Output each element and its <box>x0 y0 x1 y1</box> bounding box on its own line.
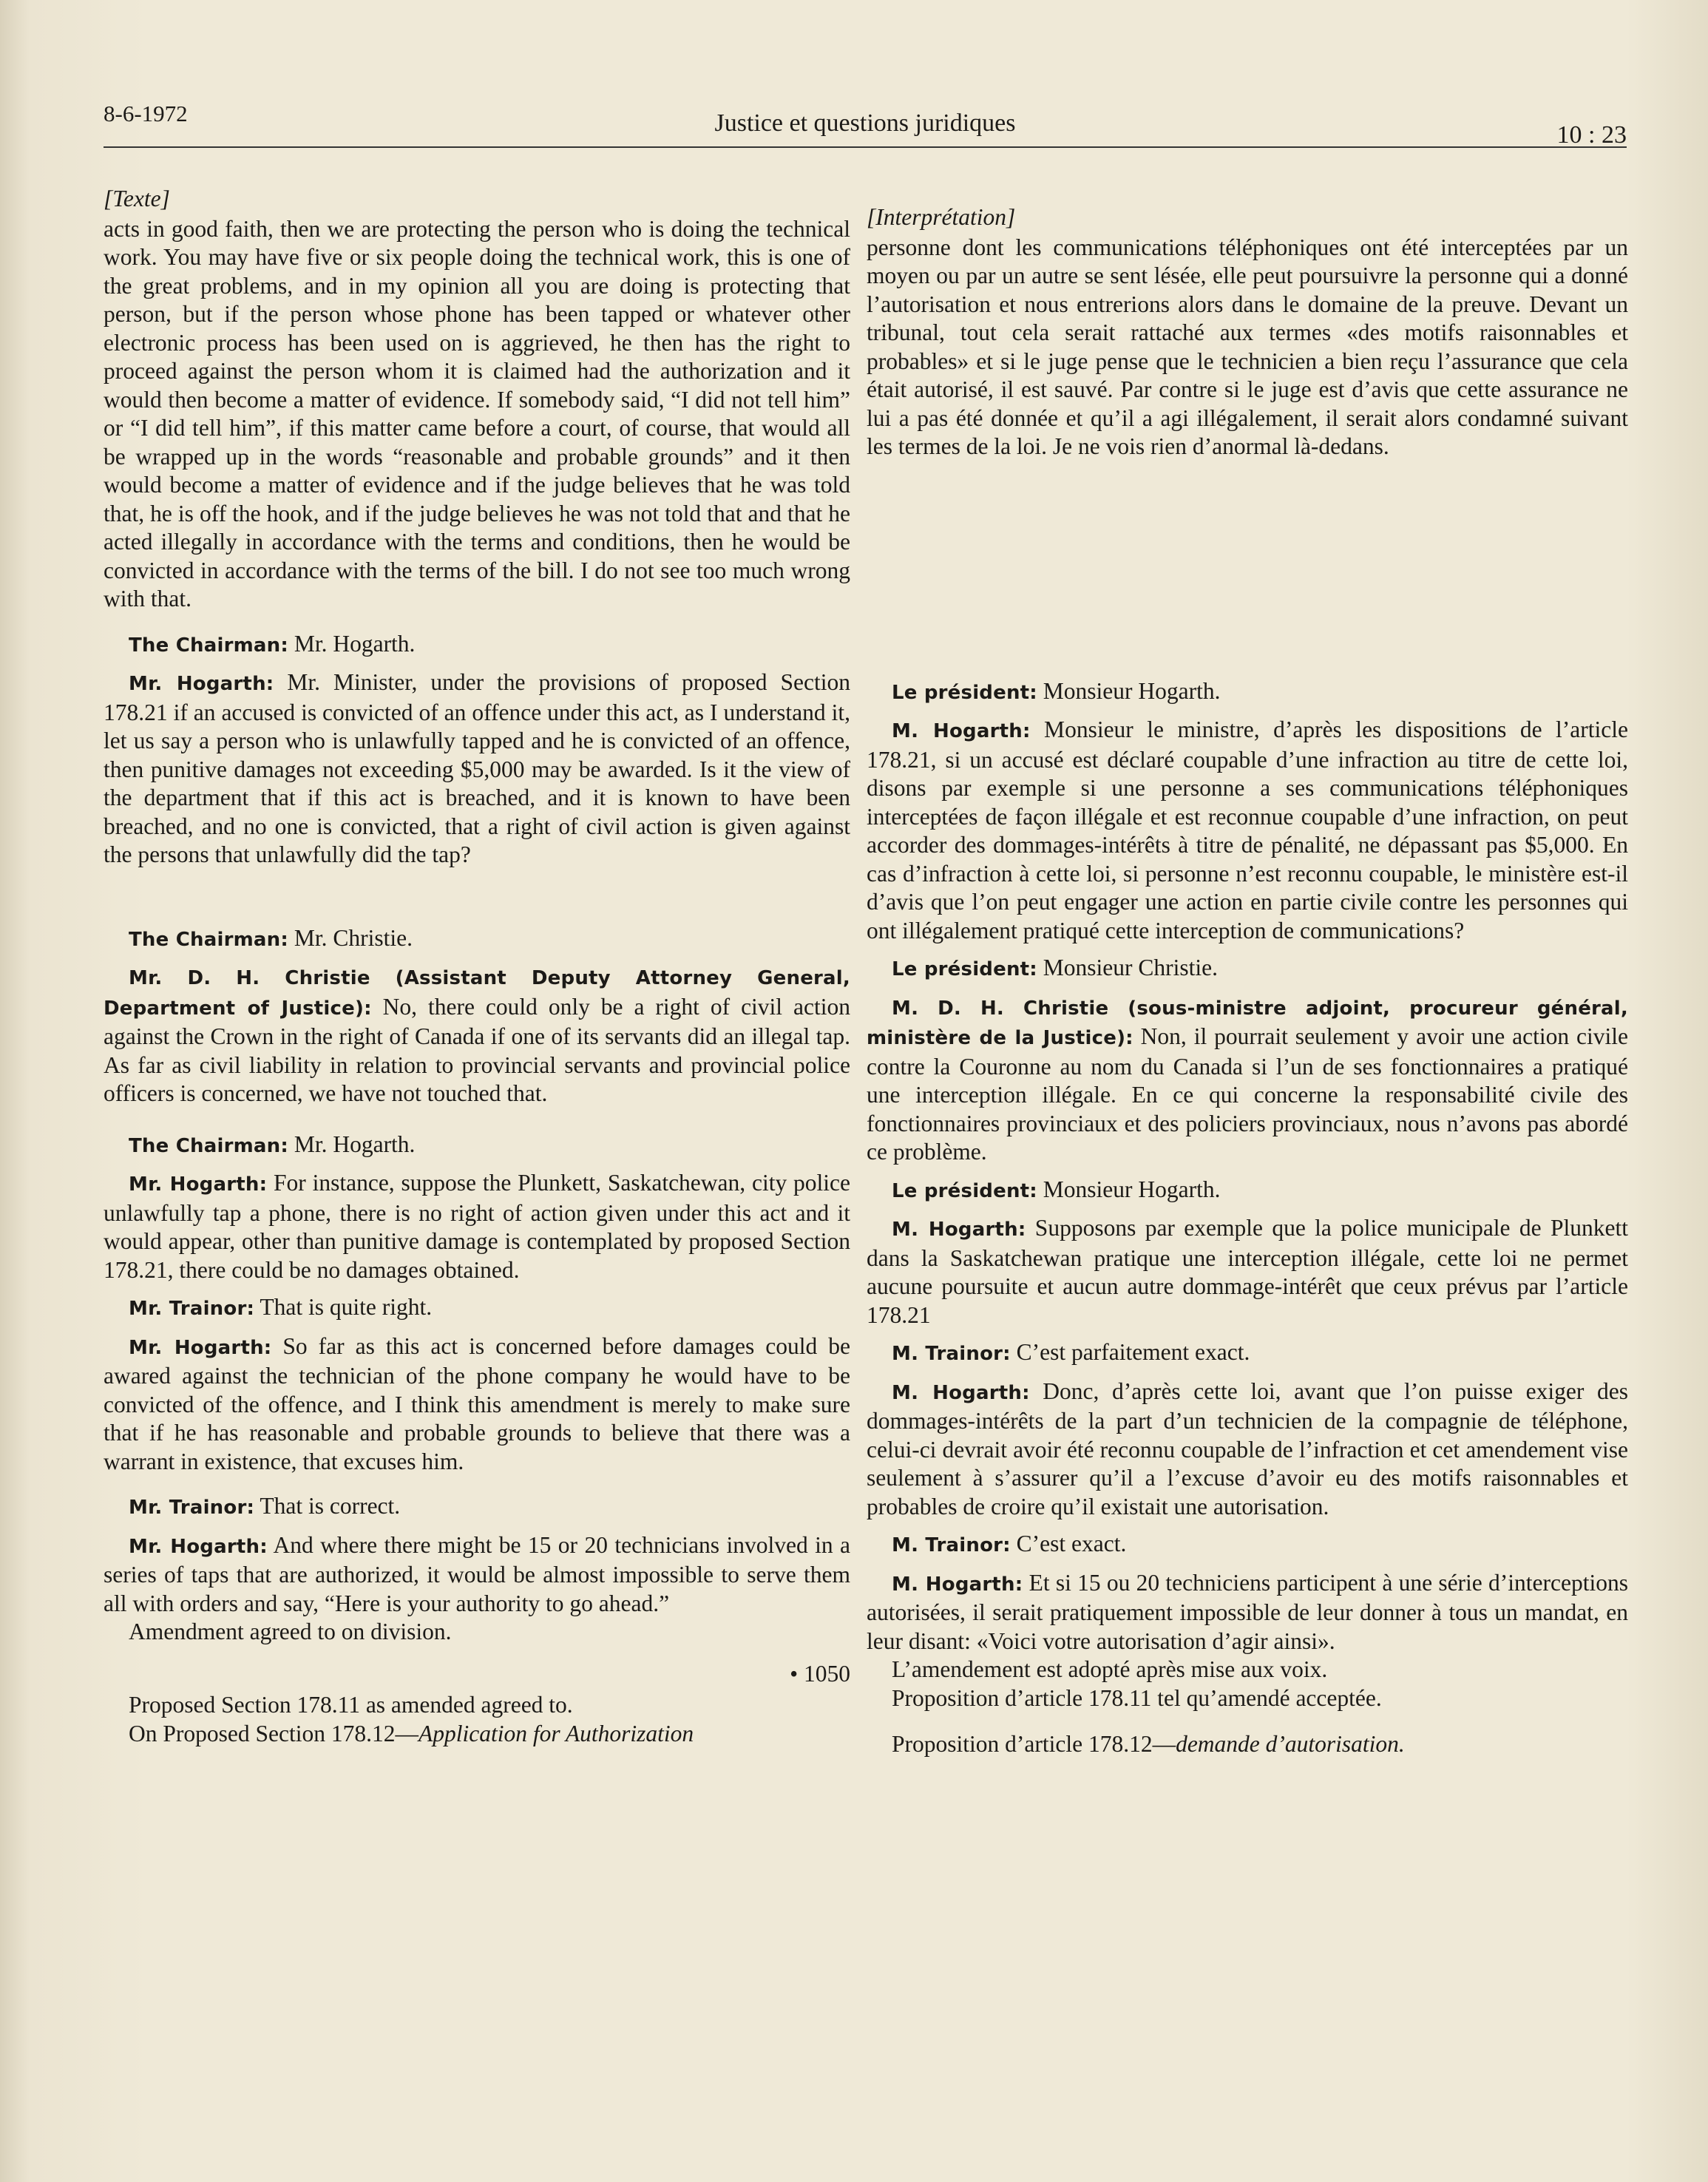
clause-title: Application for Authorization <box>418 1720 694 1746</box>
paragraph <box>104 1492 850 1522</box>
speech: And where there might be 15 or 20 technicians involved in a series of taps that are authorized, it would be almost impossible to serve them all with orders and say, “Here is your authority to go ahead.” <box>104 1531 850 1616</box>
speech: Mr. Christie. <box>288 924 413 951</box>
speaker-name: The Chairman: <box>129 634 288 657</box>
paragraph <box>104 924 850 955</box>
speech: So far as this act is concerned before damages could be awared against the technician of the phone company he would have to be convicted of the offence, and I think this amendment is merely to make sure that if he has reasonable and probable grounds to believe that there was a warrant in existence, that excuses him. <box>104 1332 850 1474</box>
speech: Mr. Minister, under the provisions of proposed Section 178.21 if an accused is convicted of an offence under this act, as I understand it, let us say a person who is unlawfully tapped and he is convicted of an offence, then punitive damages not exceeding $5,000 may be awarded. Is it the view of the department that if this act is breached, and it is known to have been breached, and no one is convicted, that a right of civil action is given against the persons that unlawfully did the tap? <box>104 669 850 867</box>
speaker-name: The Chairman: <box>129 928 288 951</box>
speaker-name: Le président: <box>892 681 1037 704</box>
text-tag: [Texte] <box>104 186 170 211</box>
paragraph: acts in good faith, then we are protecting the person who is doing the technical work. You may have five or six people doing the technical work, this is one of the great problems, and in my opinion all you are doing is protecting that person, but if the person whose phone has been tapped or whatever other electronic process has been used on is aggrieved, he then has the right to proceed against the person whom it is claimed had the authorization and it would then become a matter of evidence. If somebody said, “I did not tell him” or “I did tell him”, if this matter came before a court, of course, that would all be wrapped up in the words “reasonable and probable grounds” and it then would become a matter of evidence and if the judge believes that he was told that, he is off the hook, and if the judge believes he was not told that and that he acted illegally in accordance with the terms and conditions, then he would be convicted in accordance with the terms of the bill. I do not see too much wrong with that. <box>104 215 850 611</box>
speech: Supposons par exemple que la police municipale de Plunkett dans la Saskatchewan pratique une interception illégale, cette loi ne permet aucune poursuite et aucun autre dommage-intérêt que ceux prévus par l’article 178.21 <box>867 1215 1628 1328</box>
paragraph: Proposed Section 178.11 as amended agreed to. <box>129 1692 573 1718</box>
paragraph <box>104 1293 850 1324</box>
speaker-name: M. Hogarth: <box>892 720 1031 742</box>
speaker-name: Mr. Hogarth: <box>129 1173 268 1196</box>
speaker-name: M. D. H. Christie (sous-ministre adjoint, procureur général, ministère de la Justice): <box>867 997 1628 1049</box>
header-page-number: 10 : 23 <box>1556 121 1627 149</box>
speaker-name: Mr. Trainor: <box>129 1497 255 1519</box>
paragraph <box>867 677 1628 708</box>
paragraph <box>867 1214 1628 1329</box>
speaker-name: Mr. Hogarth: <box>129 673 274 695</box>
speech: For instance, suppose the Plunkett, Saskatchewan, city police unlawfully tap a phone, there is no right of action given under this act and it would appear, other than punitive damage is contemplated by proposed Section 178.21, there could be no damages obtained. <box>104 1170 850 1283</box>
speaker-name: Mr. Hogarth: <box>129 1535 268 1558</box>
header-date: 8-6-1972 <box>104 101 188 126</box>
clause-label: On Proposed Section 178.12— <box>129 1720 418 1746</box>
paragraph <box>104 1169 850 1284</box>
speaker-name: M. Hogarth: <box>892 1219 1026 1241</box>
speech: Mr. Hogarth. <box>288 630 416 657</box>
speaker-name: M. Hogarth: <box>892 1573 1023 1596</box>
paragraph <box>104 630 850 660</box>
paragraph <box>104 1531 850 1619</box>
clause-title: demande d’autorisation. <box>1176 1731 1405 1757</box>
interpretation-tag: [Interprétation] <box>867 204 1016 230</box>
speech: C’est exact. <box>1010 1531 1127 1556</box>
speech: C’est parfaitement exact. <box>1010 1339 1250 1365</box>
page-header <box>104 95 1627 148</box>
paragraph: L’amendement est adopté après mise aux voix. <box>892 1656 1328 1682</box>
paragraph <box>867 1338 1628 1369</box>
paragraph: Proposition d’article 178.11 tel qu’amendé acceptée. <box>892 1684 1382 1711</box>
paragraph <box>867 1530 1628 1560</box>
speaker-name: M. Trainor: <box>892 1343 1011 1365</box>
speech: Mr. Hogarth. <box>288 1131 416 1157</box>
paragraph <box>867 954 1628 984</box>
paragraph <box>867 1176 1628 1206</box>
speech: Monsieur Hogarth. <box>1037 1176 1221 1202</box>
speaker-name: M. Trainor: <box>892 1534 1011 1556</box>
paragraph <box>867 1730 1628 1759</box>
speech: Monsieur Christie. <box>1037 955 1219 980</box>
speaker-name: The Chairman: <box>129 1134 288 1157</box>
paragraph <box>104 1332 850 1477</box>
paragraph <box>867 1569 1628 1656</box>
paragraph: personne dont les communications téléphoniques ont été interceptées par un moyen ou par un autre se sent lésée, elle peut poursuivre la personne qui a donné l’autorisation et nous entrerions alors dans le domaine de la preuve. Devant un tribunal, tout cela serait rattaché aux termes «des motifs raisonnables et probables» et si le juge pense que le technicien a bien reçu l’assurance que cela était autorisé, il est sauvé. Par contre si le juge est d’avis que cette assurance ne lui a pas été donnée et qu’il a agi illégalement, il serait alors condamné suivant les termes de la loi. Je ne vois rien d’anormal là-dedans. <box>867 234 1628 459</box>
paragraph <box>104 963 850 1108</box>
speech: Et si 15 ou 20 techniciens participent à une série d’interceptions autorisées, il serait pratiquement impossible de leur donner à tous un mandat, en leur disant: «Voici votre autorisation d’agir ainsi». <box>867 1569 1628 1654</box>
speech: That is correct. <box>254 1493 401 1519</box>
header-title: Justice et questions juridiques <box>714 109 1016 137</box>
time-marker: • 1050 <box>790 1660 850 1687</box>
speaker-name: M. Hogarth: <box>892 1381 1030 1404</box>
paragraph: Amendment agreed to on division. <box>129 1619 452 1644</box>
speech: Donc, d’après cette loi, avant que l’on puisse exiger des dommages-intérêts de la part d’un technicien de la compagnie de téléphone, celui-ci devrait avoir été reconnu coupable de l’infraction et cet amendement vise seulement à s’assurer qu’il a l’excuse d’avoir eu des motifs raisonnables et probables de croire qu’il existait une autorisation. <box>867 1378 1628 1519</box>
speech: Monsieur Hogarth. <box>1037 677 1221 704</box>
french-column <box>867 203 1628 1768</box>
paragraph <box>867 716 1628 945</box>
paragraph <box>104 1131 850 1161</box>
paragraph <box>104 668 850 870</box>
speaker-name: Mr. Trainor: <box>129 1298 255 1320</box>
speech: That is quite right. <box>254 1294 433 1320</box>
speaker-name: Le président: <box>892 958 1037 980</box>
clause-label: Proposition d’article 178.12— <box>892 1731 1176 1757</box>
speech: Non, il pourrait seulement y avoir une action civile contre la Couronne au nom du Canada si l’un de ses fonctionnaires a pratiqué une interception illégale. En ce qui concerne la responsabilité civile des fonctionnaires provinciaux et des policiers provinciaux, nous n’avons pas abordé ce problème. <box>867 1023 1628 1165</box>
paragraph <box>867 1378 1628 1522</box>
speaker-name: Mr. D. H. Christie (Assistant Deputy Attorney General, Department of Justice): <box>104 967 850 1020</box>
speech: No, there could only be a right of civil action against the Crown in the right of Canada if one of its servants did an illegal tap. As far as civil liability in relation to provincial servants and provincial police officers is concerned, we have not touched that. <box>104 993 850 1106</box>
speaker-name: Le président: <box>892 1179 1037 1202</box>
english-column <box>104 185 850 1757</box>
paragraph <box>867 993 1628 1167</box>
speech: Monsieur le ministre, d’après les dispositions de l’article 178.21, si un accusé est déclaré coupable d’une infraction au titre de cette loi, disons par exemple si une personne a ses communications téléphoniques interceptées de façon illégale et est reconnue coupable d’une infraction, on peut accorder des dommages-intérêts à titre de pénalité, ne dépassant pas $5,000. En cas d’infraction à cette loi, si personne n’est reconnu coupable, le ministère est-il d’avis que l’on peut engager une action en partie civile contre les personnes qui ont illégalement pratiqué cette interception de communications? <box>867 716 1628 943</box>
speaker-name: Mr. Hogarth: <box>129 1336 272 1359</box>
paragraph <box>104 1720 850 1749</box>
